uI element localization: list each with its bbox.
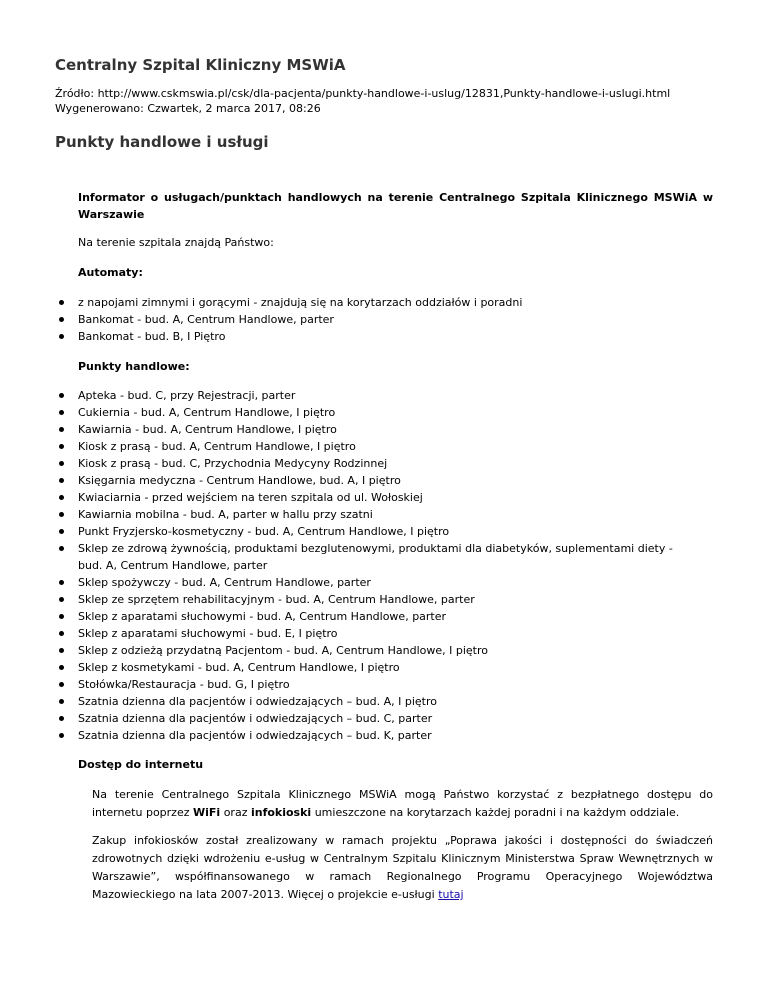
internet-heading: Dostęp do internetu [78,758,204,771]
list-item: Kawiarnia mobilna - bud. A, parter w hallu przy szatni [0,506,678,523]
list-item: Bankomat - bud. B, I Piętro [0,328,678,345]
internet-paragraph-2 [92,832,713,904]
document-meta [55,86,670,116]
list-item: Sklep ze sprzętem rehabilitacyjnym - bud. A, Centrum Handlowe, parter [0,591,678,608]
list-item: Sklep spożywczy - bud. A, Centrum Handlowe, parter [0,574,678,591]
list-item: Sklep z aparatami słuchowymi - bud. E, I piętro [0,625,678,642]
list-item: Punkt Fryzjersko-kosmetyczny - bud. A, Centrum Handlowe, I piętro [0,523,678,540]
list-item: Apteka - bud. C, przy Rejestracji, parter [0,387,678,404]
intro-heading-line1: Informator o usługach/punktach handlowych na terenie Centralnego Szpitala Klinicznego MSWiA w [78,191,713,204]
list-item: Księgarnia medyczna - Centrum Handlowe, bud. A, I piętro [0,472,678,489]
generated-date-line: Wygenerowano: Czwartek, 2 marca 2017, 08:26 [55,102,321,115]
list-item: Kawiarnia - bud. A, Centrum Handlowe, I piętro [0,421,678,438]
list-item: z napojami zimnymi i gorącymi - znajdują się na korytarzach oddziałów i poradni [0,294,678,311]
list-item: Kwiaciarnia - przed wejściem na teren szpitala od ul. Wołoskiej [0,489,678,506]
internet-p1-text-a: Na terenie Centralnego Szpitala Klinicznego MSWiA mogą Państwo korzystać z bezpłatnego dostępu do internetu poprzez [92,788,713,819]
source-url-line: Źródło: http://www.cskmswia.pl/csk/dla-pacjenta/punkty-handlowe-i-uslug/12831,Punkty-handlowe-i-uslugi.html [55,87,671,100]
list-item: Sklep ze zdrową żywnością, produktami bezglutenowymi, produktami dla diabetyków, suplementami diety - bud. A, Centrum Handlowe, parter [0,540,678,574]
infokioski-label: infokioski [250,806,312,819]
site-title: Centralny Szpital Kliniczny MSWiA [55,56,346,74]
list-item: Kiosk z prasą - bud. C, Przychodnia Medycyny Rodzinnej [0,455,678,472]
list-item: Kiosk z prasą - bud. A, Centrum Handlowe, I piętro [0,438,678,455]
list-item: Sklep z odzieżą przydatną Pacjentom - bud. A, Centrum Handlowe, I piętro [0,642,678,659]
intro-lead: Na terenie szpitala znajdą Państwo: [78,236,274,249]
e-uslugi-link[interactable]: tutaj [438,888,464,901]
list-item: Sklep z aparatami słuchowymi - bud. A, Centrum Handlowe, parter [0,608,678,625]
automaty-heading: Automaty: [78,266,143,279]
internet-paragraph-1 [92,786,713,822]
punkty-list [0,387,720,744]
page-title: Punkty handlowe i usługi [55,133,269,151]
list-item: Szatnia dzienna dla pacjentów i odwiedzających – bud. C, parter [0,710,678,727]
internet-p1-text-c: umieszczone na korytarzach każdej poradni i na każdym oddziale. [311,806,680,819]
internet-p2-text: Zakup infokiosków został zrealizowany w ramach projektu „Poprawa jakości i dostępności do świadczeń zdrowotnych dzięki wdrożeniu e-usług w Centralnym Szpitalu Klinicznym Ministerstwa Spraw Wewnętrznych w Warszawie”, współfinansowanego w ramach Regionalnego Programu Operacyjnego Województwa Mazowieckiego na lata 2007-2013. Więcej o projekcie e-usługi [92,834,713,901]
list-item: Cukiernia - bud. A, Centrum Handlowe, I piętro [0,404,678,421]
automaty-list [0,294,720,345]
internet-p1-text-b: oraz [220,806,251,819]
list-item: Sklep z kosmetykami - bud. A, Centrum Handlowe, I piętro [0,659,678,676]
list-item: Szatnia dzienna dla pacjentów i odwiedzających – bud. K, parter [0,727,678,744]
intro-heading-line2: Warszawie [78,208,145,221]
punkty-heading: Punkty handlowe: [78,360,190,373]
wifi-label: WiFi [193,806,221,819]
list-item: Stołówka/Restauracja - bud. G, I piętro [0,676,678,693]
list-item: Szatnia dzienna dla pacjentów i odwiedzających – bud. A, I piętro [0,693,678,710]
list-item: Bankomat - bud. A, Centrum Handlowe, parter [0,311,678,328]
